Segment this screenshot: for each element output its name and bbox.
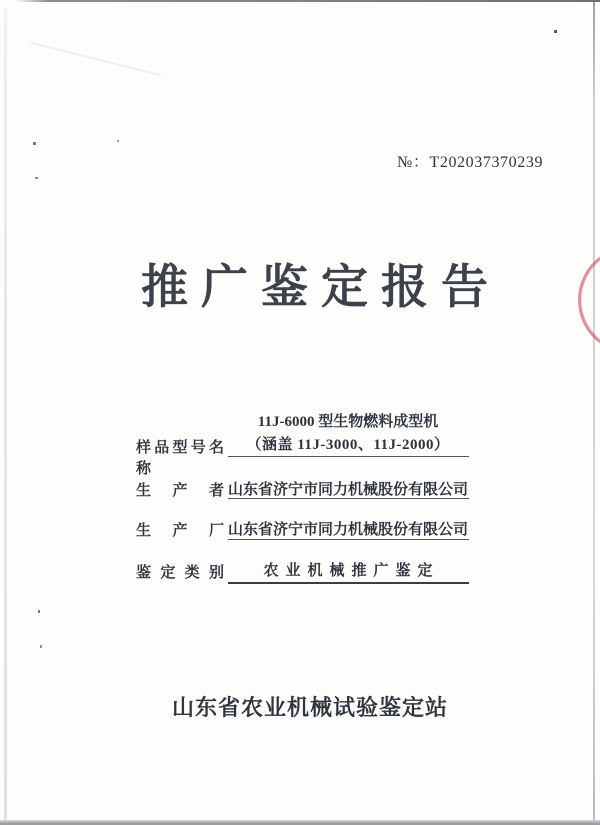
field-underline [228,539,469,540]
page-edge-left [4,8,7,820]
field-value-manufacturer: 山东省济宁市同力机械股份有限公司 [228,522,469,538]
field-label-sample-model: 样品型号名称 [136,440,224,477]
scan-speck [33,142,36,145]
scan-speck [35,177,38,179]
page-title: 推广鉴定报告 [141,262,501,314]
issuing-organization: 山东省农业机械试验鉴定站 [171,695,448,720]
field-value-sample-model-line2: （涵盖 11J-3000、11J-2000） [246,437,450,453]
field-underline [228,498,469,499]
scan-smudge [30,42,161,77]
red-seal-stamp [578,246,600,354]
field-label-appraisal-category: 鉴定类别 [136,565,224,581]
scan-speck [554,30,557,33]
scan-speck [117,140,119,142]
field-underline [228,582,469,584]
field-underline [228,456,469,457]
field-value-sample-model-line1: 11J-6000 型生物燃料成型机 [257,414,439,430]
field-label-manufacturer: 生产厂 [136,523,224,539]
field-value-appraisal-category: 农业机械推广鉴定 [263,563,440,579]
page-edge-top [14,0,600,2]
field-label-producer: 生产者 [136,483,224,499]
field-value-producer: 山东省济宁市同力机械股份有限公司 [228,482,469,498]
scan-speck [40,645,42,648]
document-number: №：T202037370239 [397,154,544,171]
page-edge-bottom [0,820,600,825]
scan-speck [38,610,40,613]
